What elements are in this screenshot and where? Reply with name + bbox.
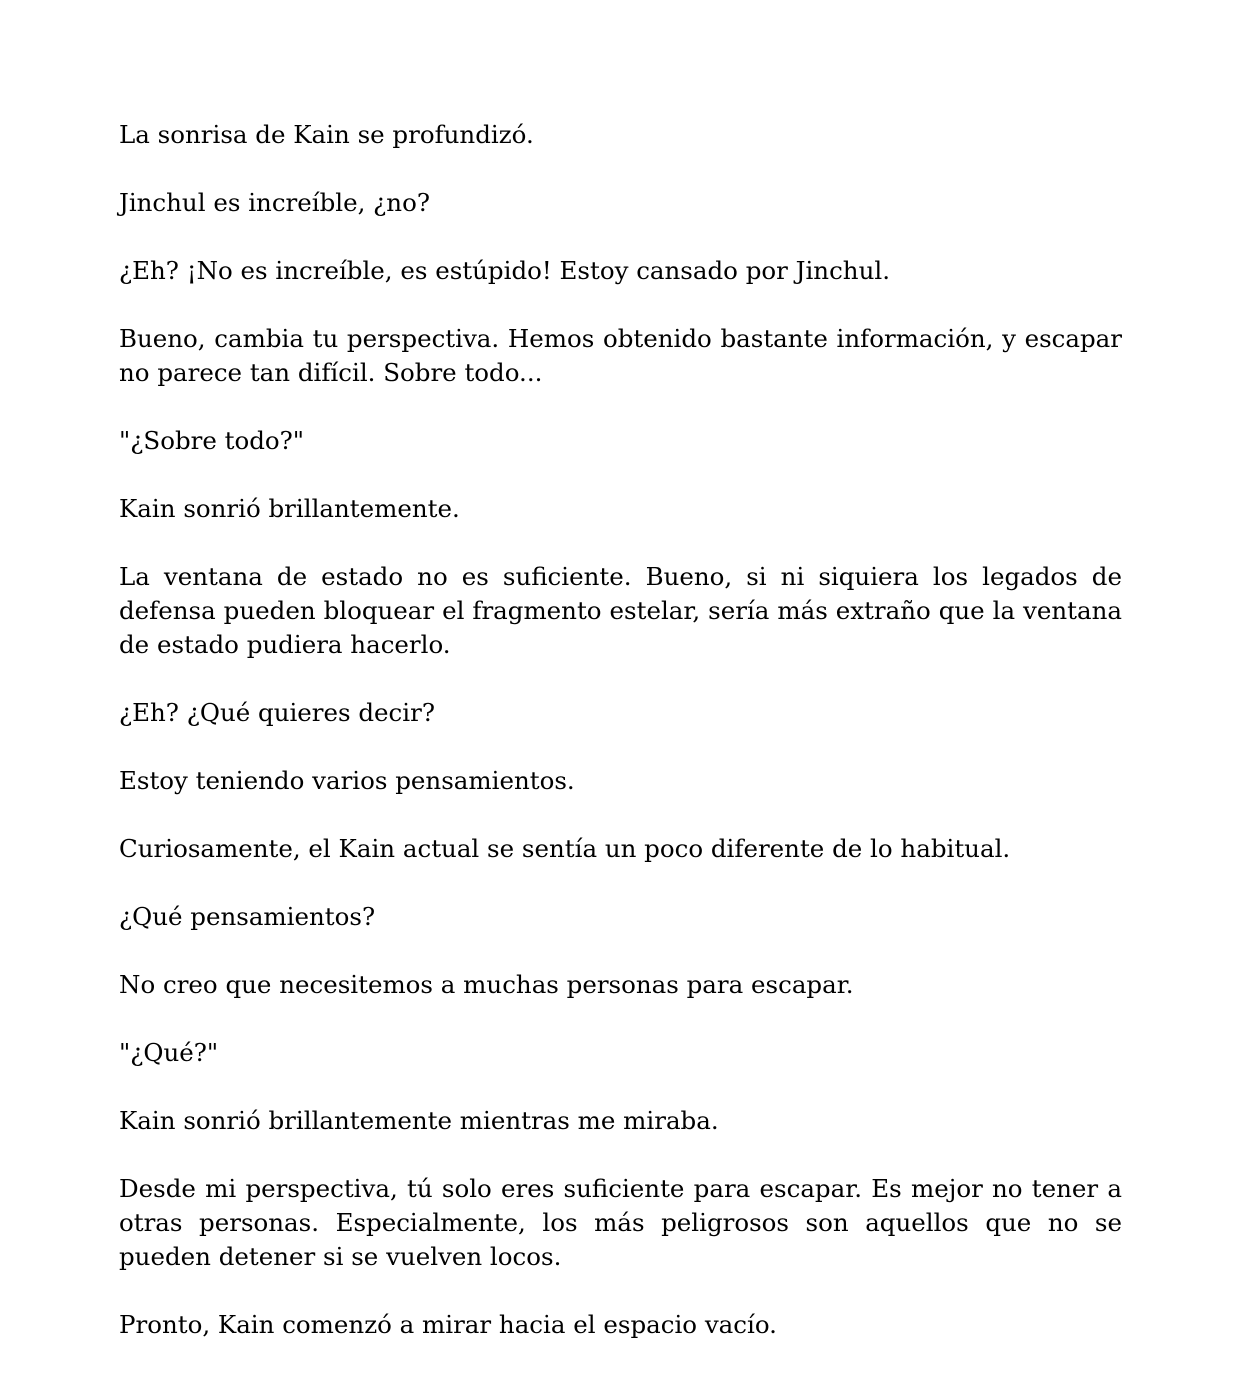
paragraph: La sonrisa de Kain se profundizó. — [119, 120, 534, 149]
paragraph: Estoy teniendo varios pensamientos. — [119, 766, 575, 795]
paragraph: Kain sonrió brillantemente mientras me miraba. — [119, 1106, 719, 1135]
paragraph: ¿Eh? ¡No es increíble, es estúpido! Estoy cansado por Jinchul. — [119, 256, 890, 285]
paragraph: No creo que necesitemos a muchas personas para escapar. — [119, 970, 854, 999]
paragraph: ¿Qué pensamientos? — [119, 902, 376, 931]
paragraph: Curiosamente, el Kain actual se sentía un poco diferente de lo habitual. — [119, 834, 1011, 863]
paragraph: Desde mi perspectiva, tú solo eres suficiente para escapar. Es mejor no tener a otras personas. Especialmente, los más peligrosos son aquellos que no se pueden detener si se vuelven locos. — [119, 1174, 1122, 1271]
paragraph: "¿Qué?" — [119, 1038, 219, 1067]
paragraph: Jinchul es increíble, ¿no? — [119, 188, 430, 217]
paragraph: La ventana de estado no es suficiente. Bueno, si ni siquiera los legados de defensa pueden bloquear el fragmento estelar, sería más extraño que la ventana de estado pudiera hacerlo. — [119, 562, 1122, 659]
paragraph: "¿Sobre todo?" — [119, 426, 305, 455]
paragraph: Kain sonrió brillantemente. — [119, 494, 460, 523]
document-body — [119, 118, 1122, 1376]
paragraph: Pronto, Kain comenzó a mirar hacia el espacio vacío. — [119, 1310, 777, 1339]
paragraph: ¿Eh? ¿Qué quieres decir? — [119, 698, 435, 727]
paragraph: Bueno, cambia tu perspectiva. Hemos obtenido bastante información, y escapar no parece tan difícil. Sobre todo... — [119, 324, 1122, 387]
